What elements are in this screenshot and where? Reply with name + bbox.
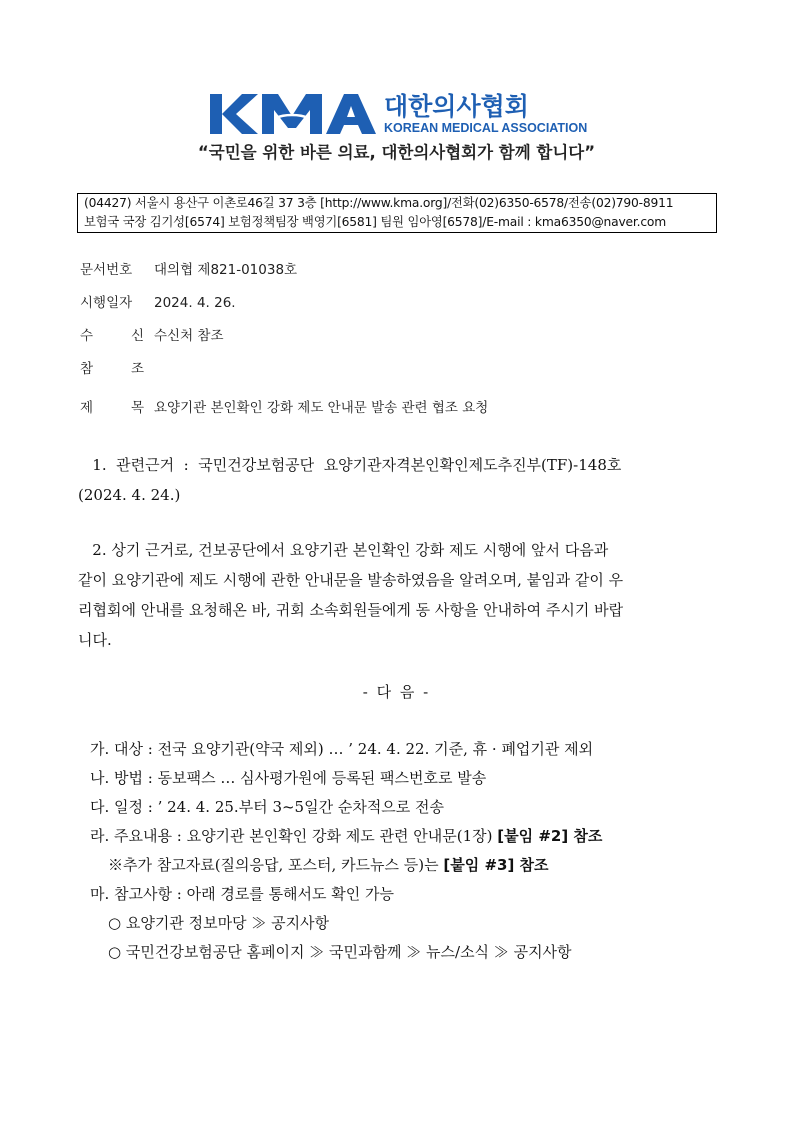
paragraph-request — [78, 535, 718, 655]
item-contents — [90, 822, 602, 851]
slogan: “국민을 위한 바른 의료, 대한의사협회가 함께 합니다” — [197, 143, 596, 162]
section-divider-note: - 다 음 - — [362, 683, 431, 701]
paragraph-basis-line1: 1. 관련근거 : 국민건강보험공단 요양기관자격본인확인제도추진부(TF)-148호 — [78, 456, 622, 474]
reference-label: 참 조 — [80, 361, 144, 377]
kma-logo — [208, 92, 587, 136]
item-reference: 마. 참고사항 : 아래 경로를 통해서도 확인 가능 — [90, 885, 395, 903]
paragraph-basis — [78, 450, 718, 510]
contact-staff-line: 보험국 국장 김기성[6574] 보험정책팀장 백영기[6581] 팀원 임아영[6578]/E-mail : kma6350@naver.com — [84, 215, 667, 229]
reference-row — [80, 357, 154, 377]
doc-number-label: 문서번호 — [80, 262, 133, 278]
paragraph-request-line3: 리협회에 안내를 요청해온 바, 귀회 소속회원들에게 동 사항을 안내하여 주시기 바랍 — [78, 601, 624, 619]
doc-number-row — [80, 258, 297, 278]
kma-logo-mark — [208, 92, 378, 136]
logo-name-korean: 대한의사협회 — [384, 92, 529, 121]
item-target: 가. 대상 : 전국 요양기관(약국 제외) … ’ 24. 4. 22. 기준, 휴 · 폐업기관 제외 — [90, 740, 594, 758]
subject-row — [80, 396, 488, 416]
paragraph-request-line1: 2. 상기 근거로, 건보공단에서 요양기관 본인확인 강화 제도 시행에 앞서 다음과 — [78, 541, 609, 559]
logo-name-english: KOREAN MEDICAL ASSOCIATION — [384, 121, 588, 135]
date-label: 시행일자 — [80, 295, 133, 311]
contact-address-line: (04427) 서울시 용산구 이촌로46길 37 3층 [http://www.kma.org]/전화(02)6350-6578/전송(02)790-8911 — [84, 196, 674, 210]
path-nhis-homepage: ○ 국민건강보험공단 홈페이지 ≫ 국민과함께 ≫ 뉴스/소식 ≫ 공지사항 — [108, 943, 572, 961]
contact-box — [77, 193, 717, 233]
recipient-row — [80, 324, 224, 344]
item-contents-text: 라. 주요내용 : 요양기관 본인확인 강화 제도 관련 안내문(1장) — [90, 827, 498, 845]
item-contents-attachment: [붙임 #2] 참조 — [497, 827, 603, 845]
subject-label: 제 목 — [80, 400, 144, 416]
paragraph-request-line4: 니다. — [78, 631, 112, 649]
item-schedule: 다. 일정 : ’ 24. 4. 25.부터 3~5일간 순차적으로 전송 — [90, 798, 445, 816]
path-portal: ○ 요양기관 정보마당 ≫ 공지사항 — [108, 914, 330, 932]
date-row — [80, 291, 236, 311]
subject-value: 요양기관 본인확인 강화 제도 안내문 발송 관련 협조 요청 — [154, 400, 489, 416]
recipient-label: 수 신 — [80, 328, 144, 344]
paragraph-request-line2: 같이 요양기관에 제도 시행에 관한 안내문을 발송하였음을 알려오며, 붙임과 같이 우 — [78, 571, 624, 589]
item-note — [90, 851, 602, 880]
item-note-attachment: [붙임 #3] 참조 — [443, 856, 549, 874]
recipient-value: 수신처 참조 — [154, 328, 224, 344]
date-value: 2024. 4. 26. — [154, 295, 236, 311]
item-method: 나. 방법 : 동보팩스 … 심사평가원에 등록된 팩스번호로 발송 — [90, 769, 487, 787]
item-note-text: ※추가 참고자료(질의응답, 포스터, 카드뉴스 등)는 — [108, 856, 444, 874]
doc-number-value: 대의협 제821-01038호 — [154, 262, 298, 278]
details-list — [90, 735, 602, 967]
paragraph-basis-line2: (2024. 4. 24.) — [78, 486, 181, 504]
